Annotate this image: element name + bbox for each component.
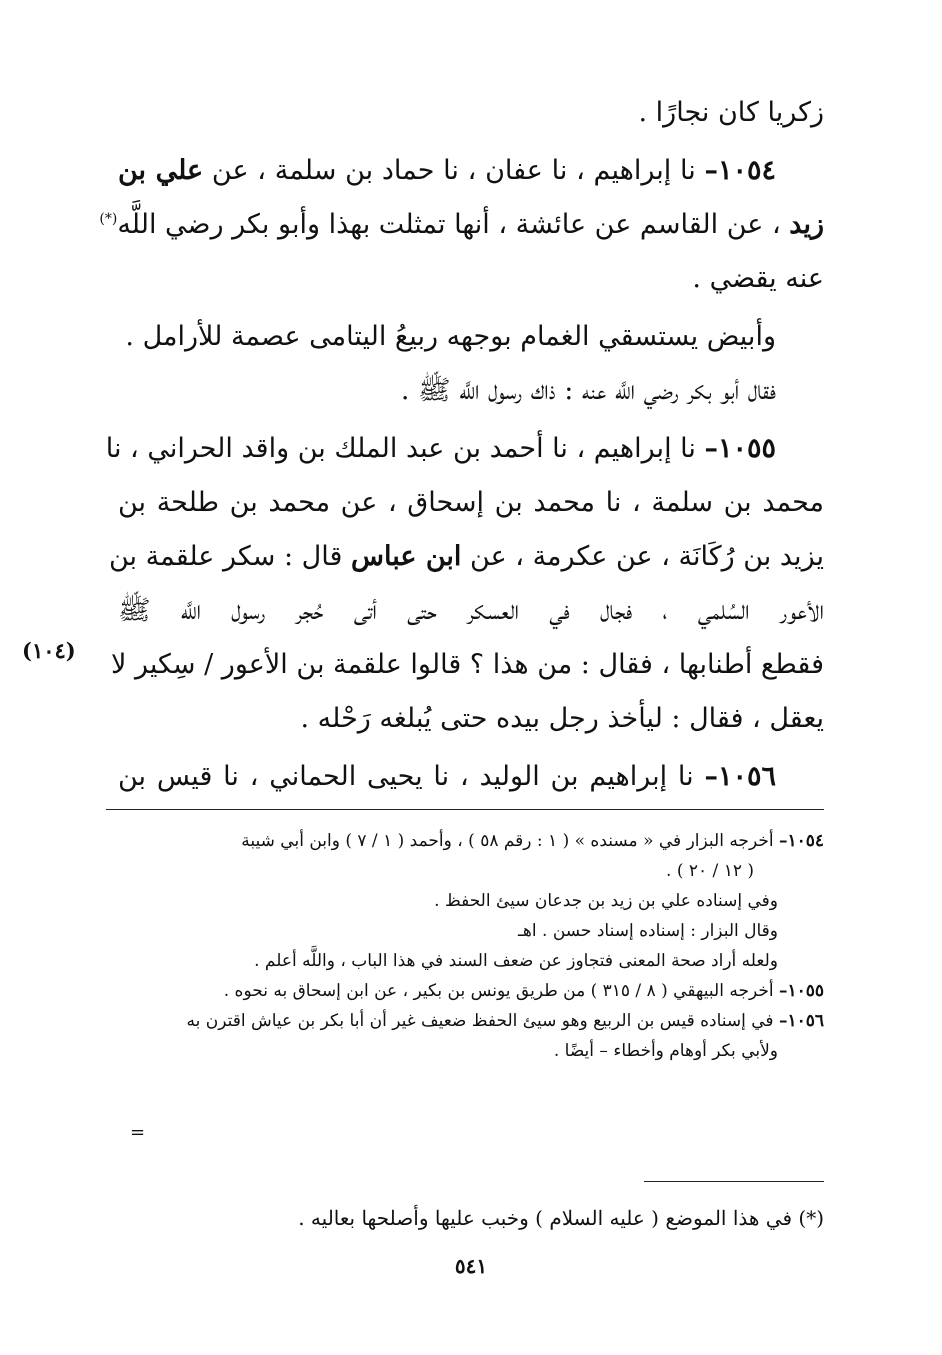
- text-line-5: [118, 310, 824, 364]
- text-line-12: [118, 692, 824, 746]
- line-text: نا إبراهيم بن الوليد ، نا يحيى الحماني ، نا قيس بن: [118, 761, 705, 792]
- line-text: ، عن القاسم عن عائشة ، أنها تمثلت بهذا وأبو بكر رضي اللَّه: [117, 209, 790, 240]
- text-line-10: [118, 584, 824, 638]
- footnote-text: أخرجه البيهقي ( ٨ / ٣١٥ ) من طريق يونس بن بكير ، عن ابن إسحاق به نحوه .: [223, 981, 779, 1001]
- footnote-line: [110, 1006, 824, 1036]
- editor-note-divider: [644, 1181, 824, 1182]
- line-text: وأبيض يستسقي الغمام بوجهه ربيعُ اليتامى عصمة للأرامل .: [125, 321, 776, 352]
- footnote-text: ولعله أراد صحة المعنى فتجاوز عن ضعف السند في هذا الباب ، واللَّه أعلم .: [254, 951, 778, 971]
- narrator-name: علي بن: [118, 155, 204, 186]
- footnote-text: ولأبي بكر أوهام وأخطاء – أيضًا .: [553, 1041, 778, 1061]
- footnote-line: [110, 1036, 824, 1066]
- line-text: قال : سكر علقمة بن: [108, 541, 352, 572]
- footnote-text: ( ١٢ / ٢٠ ) .: [666, 861, 754, 881]
- footnotes: [110, 826, 824, 1066]
- line-text: يزيد بن رُكَانَة ، عن عكرمة ، عن: [461, 541, 824, 572]
- line-text: يعقل ، فقال : ليأخذ رجل بيده حتى يُبلغه رَحْله .: [300, 703, 824, 734]
- line-text: نا إبراهيم ، نا عفان ، نا حماد بن سلمة ، عن: [203, 155, 705, 186]
- continuation-mark: =: [130, 1122, 146, 1143]
- line-text: فقطع أطنابها ، فقال : من هذا ؟ قالوا علقمة بن الأعور / سِكير لا: [110, 649, 824, 680]
- footnote-line: [110, 946, 824, 976]
- line-text: عنه يقضي .: [692, 263, 824, 294]
- footnote-text: وفي إسناده علي بن زيد بن جدعان سيئ الحفظ .: [434, 891, 778, 911]
- hadith-number-1055: ١٠٥٥–: [704, 433, 776, 464]
- hadith-number-1054: ١٠٥٤–: [704, 155, 776, 186]
- footnote-line: [110, 856, 824, 886]
- line-text: محمد بن سلمة ، نا محمد بن إسحاق ، عن محمد بن طلحة بن: [118, 487, 824, 518]
- footnote-line: [110, 916, 824, 946]
- line-text: زكريا كان نجارًا .: [638, 97, 824, 128]
- narrator-name: ابن عباس: [351, 541, 462, 572]
- text-line-4: [118, 252, 824, 306]
- narrator-name: زيد: [789, 209, 824, 240]
- footnote-number-1056: ١٠٥٦–: [778, 1011, 824, 1031]
- footnote-line: [110, 976, 824, 1006]
- text-line-1: [118, 86, 824, 140]
- text-line-2: [118, 144, 824, 198]
- footnote-text: في إسناده قيس بن الربيع وهو سيئ الحفظ ضعيف غير أن أبا بكر بن عياش اقترن به: [186, 1011, 779, 1031]
- text-line-11: [110, 638, 824, 692]
- footnote-divider: [106, 809, 824, 810]
- footnote-number-1054: ١٠٥٤–: [778, 831, 824, 851]
- text-line-9: [108, 530, 824, 584]
- text-line-8: [118, 476, 824, 530]
- page-number: ٥٤١: [454, 1254, 488, 1278]
- text-line-13: [118, 750, 824, 804]
- main-text: [99, 86, 824, 804]
- text-line-3: [99, 198, 824, 252]
- footnote-text: وقال البزار : إسناده إسناد حسن . اهـ: [517, 921, 778, 941]
- text-line-7: [105, 422, 824, 476]
- footnote-text: أخرجه البزار في « مسنده » ( ١ : رقم ٥٨ ) ، وأحمد ( ١ / ٧ ) وابن أبي شيبة: [241, 831, 779, 851]
- line-text: نا إبراهيم ، نا أحمد بن عبد الملك بن واقد الحراني ، نا: [105, 433, 705, 464]
- margin-page-reference: (١٠٤): [22, 638, 76, 663]
- editor-mark: (*): [99, 211, 118, 227]
- editor-note: (*) في هذا الموضع ( عليه السلام ) وخبب عليها وأصلحها بعاليه .: [298, 1206, 824, 1230]
- line-text: الأعور السُلمي ، فجال في العسكر حتى أتى حُجر رسول اللَّه ﷺ: [118, 595, 824, 626]
- footnote-number-1055: ١٠٥٥–: [778, 981, 824, 1001]
- footnote-line: [110, 886, 824, 916]
- line-text: فقال أبو بكر رضي اللَّه عنه : ذاك رسول اللَّه ﷺ .: [400, 375, 776, 406]
- footnote-line: [110, 826, 824, 856]
- text-line-6: [118, 364, 824, 418]
- hadith-number-1056: ١٠٥٦–: [704, 761, 776, 792]
